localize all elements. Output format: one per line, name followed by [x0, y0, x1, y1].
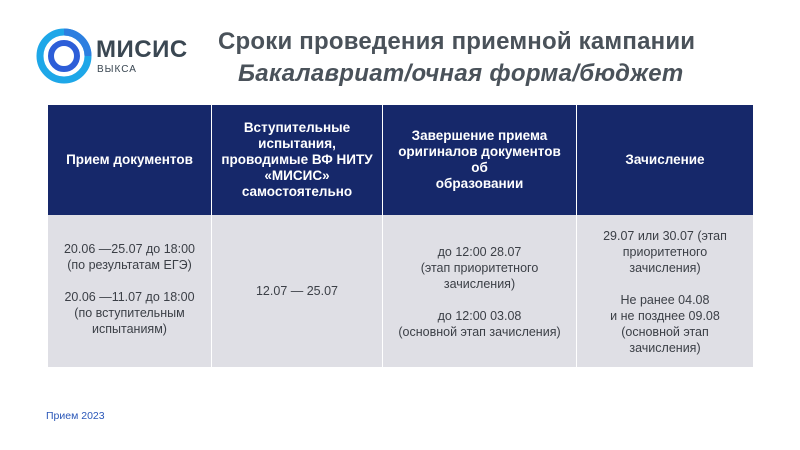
cell-line: зачисления): [443, 277, 516, 291]
header-line: «МИСИС»: [264, 168, 330, 183]
header-cell-enrollment: [576, 105, 753, 215]
cell-line: 29.07 или 30.07 (этап: [603, 229, 727, 243]
cell-line: Не ранее 04.08: [620, 293, 710, 307]
header-line: испытания,: [258, 136, 336, 151]
header-line: самостоятельно: [241, 184, 353, 199]
logo-city: ВЫКСА: [97, 64, 137, 75]
page-title: Сроки проведения приемной кампании: [218, 28, 696, 55]
header-line: Прием документов: [66, 152, 193, 167]
cell-line: и не позднее 09.08: [610, 309, 720, 323]
header-line: проводимые ВФ НИТУ: [221, 152, 373, 167]
cell-line: (по результатам ЕГЭ): [67, 258, 192, 272]
footer-label: Прием 2023: [46, 410, 105, 422]
logo-name: МИСИС: [96, 36, 188, 63]
misis-ring-logo-icon: [36, 28, 92, 84]
cell-line: до 12:00 28.07: [437, 245, 522, 259]
cell-line: (основной этап зачисления): [398, 325, 561, 339]
cell-exams: [211, 215, 382, 367]
header-cell-originals: [382, 105, 576, 215]
cell-line: 20.06 —11.07 до 18:00: [64, 290, 195, 304]
cell-line: зачисления): [629, 261, 701, 275]
header-line: образовании: [435, 176, 524, 191]
page-subtitle: Бакалавриат/очная форма/бюджет: [238, 60, 684, 87]
schedule-table: [48, 105, 753, 367]
cell-line: (по вступительным: [74, 306, 185, 320]
table-header-row: [48, 105, 753, 215]
header-cell-exams: [211, 105, 382, 215]
header-line: Завершение приема: [411, 128, 548, 143]
cell-line: (основной этап: [621, 325, 709, 339]
cell-line: приоритетного: [622, 245, 708, 259]
cell-line: (этап приоритетного: [420, 261, 539, 275]
header-line: Зачисление: [625, 152, 705, 167]
cell-line: 20.06 —25.07 до 18:00: [63, 242, 195, 256]
cell-line: испытаниям): [92, 322, 167, 336]
cell-documents: [48, 215, 211, 367]
cell-line: до 12:00 03.08: [437, 309, 522, 323]
header-cell-documents: [48, 105, 211, 215]
cell-originals: [382, 215, 576, 367]
cell-line: зачисления): [629, 341, 701, 355]
cell-enrollment: [576, 215, 753, 367]
cell-line: 12.07 — 25.07: [255, 284, 338, 298]
table-body-row: [48, 215, 753, 367]
header-line: оригиналов документов об: [398, 144, 561, 175]
header-line: Вступительные: [243, 120, 351, 135]
misis-logo: [36, 28, 196, 84]
